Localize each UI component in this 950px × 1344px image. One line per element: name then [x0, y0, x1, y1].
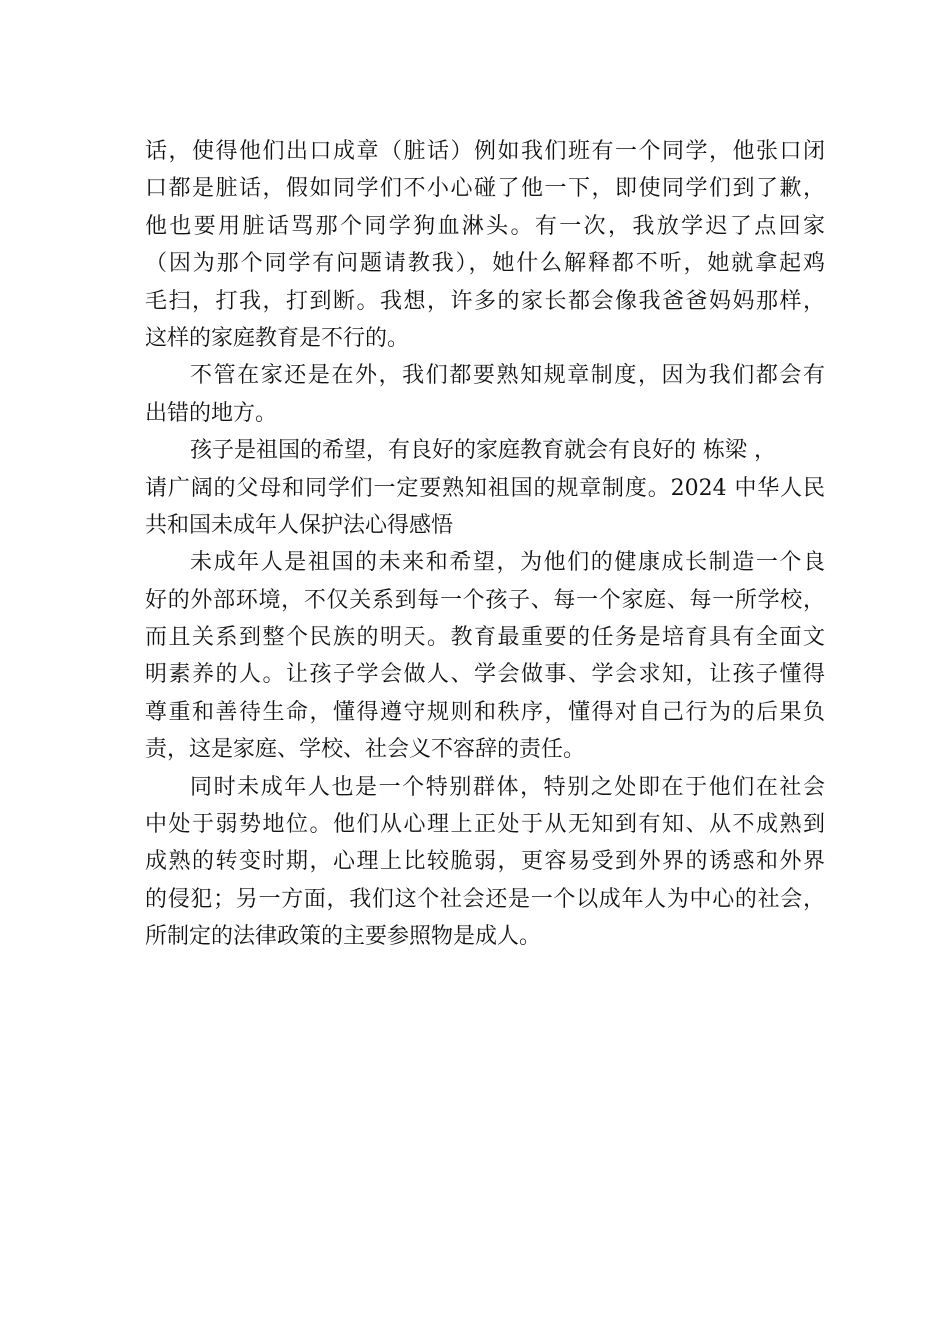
text-line: 中处于弱势地位。他们从心理上正处于从无知到有知、从不成熟到 — [145, 812, 825, 838]
paragraph-first-line: 未成年人是祖国的未来和希望，为他们的健康成长制造一个良 — [190, 550, 825, 576]
text-line: 毛扫，打我，打到断。我想，许多的家长都会像我爸爸妈妈那样， — [145, 288, 825, 314]
paragraph-first-line: 不管在家还是在外，我们都要熟知规章制度，因为我们都会有 — [190, 363, 825, 389]
document-body — [145, 133, 825, 956]
text-line: 话，使得他们出口成章（脏话）例如我们班有一个同学，他张口闭 — [145, 139, 825, 164]
text-line: 所制定的法律政策的主要参照物是成人。 — [145, 924, 542, 950]
text-line: 的侵犯；另一方面，我们这个社会还是一个以成年人为中心的社会， — [145, 886, 825, 912]
text-line: 他也要用脏话骂那个同学狗血淋头。有一次，我放学迟了点回家 — [145, 213, 825, 239]
text-line: 请广阔的父母和同学们一定要熟知祖国的规章制度。2024 中华人民 — [145, 475, 825, 501]
paragraph-first-line: 同时未成年人也是一个特别群体，特别之处即在于他们在社会 — [190, 774, 825, 800]
paragraph-first-line: 孩子是祖国的希望，有良好的家庭教育就会有良好的 栋梁 ， — [190, 438, 776, 464]
text-line: 共和国未成年人保护法心得感悟 — [145, 512, 454, 538]
text-line: 责，这是家庭、学校、社会义不容辞的责任。 — [145, 737, 586, 763]
text-line: 口都是脏话，假如同学们不小心碰了他一下，即使同学们到了歉， — [145, 176, 825, 202]
text-line: 而且关系到整个民族的明天。教育最重要的任务是培育具有全面文 — [145, 625, 825, 651]
text-line: 好的外部环境，不仅关系到每一个孩子、每一个家庭、每一所学校， — [145, 587, 825, 613]
text-line: 明素养的人。让孩子学会做人、学会做事、学会求知，让孩子懂得 — [145, 662, 825, 688]
text-line: 这样的家庭教育是不行的。 — [145, 325, 410, 351]
text-line: （因为那个同学有问题请教我），她什么解释都不听，她就拿起鸡 — [145, 251, 825, 277]
text-line: 尊重和善待生命，懂得遵守规则和秩序，懂得对自己行为的后果负 — [145, 699, 825, 725]
text-line: 成熟的转变时期，心理上比较脆弱，更容易受到外界的诱惑和外界 — [145, 849, 825, 875]
text-line: 出错的地方。 — [145, 400, 278, 426]
